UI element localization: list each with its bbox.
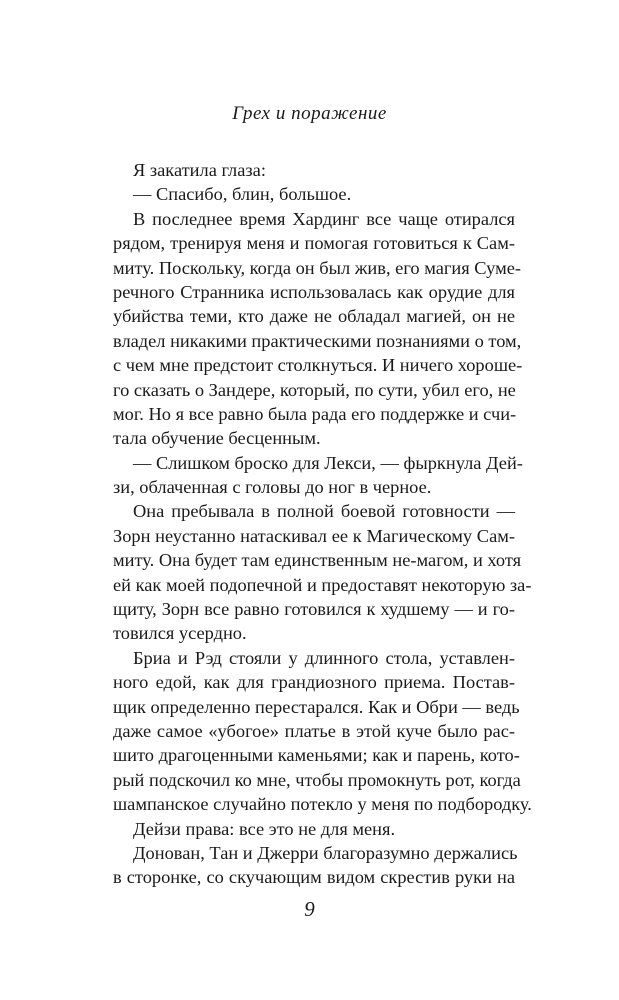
text-line: Зорн неустанно натаскивал ее к Магическому Сам- bbox=[113, 525, 515, 546]
text-line: — Слишком броско для Лекси, — фыркнула Дей- bbox=[133, 452, 523, 473]
body-text bbox=[113, 158, 532, 890]
text-line: миту. Она будет там единственным не-магом, и хотя bbox=[113, 550, 522, 571]
text-line: Донован, Тан и Джерри благоразумно держались bbox=[133, 842, 518, 863]
page-number: 9 bbox=[304, 897, 315, 921]
text-line: мог. Но я все равно была рада его поддержке и счи- bbox=[113, 403, 517, 424]
text-line: миту. Поскольку, когда он был жив, его магия Суме- bbox=[113, 257, 521, 278]
text-line: ей как моей подопечной и предоставят некоторую за- bbox=[113, 574, 532, 595]
text-line: зи, облаченная с головы до ног в черное. bbox=[113, 477, 432, 498]
text-line: товился усердно. bbox=[113, 623, 247, 644]
text-line: В последнее время Хардинг все чаще отирался bbox=[133, 208, 515, 229]
text-line: Она пребывала в полной боевой готовности — bbox=[133, 501, 515, 522]
text-line: убийства теми, кто даже не обладал магией, он не bbox=[113, 306, 515, 327]
text-line: го сказать о Зандере, который, по сути, убил его, не bbox=[113, 379, 516, 400]
text-line: ного едой, как для грандиозного приема. Постав- bbox=[113, 672, 515, 693]
text-line: Бриа и Рэд стояли у длинного стола, уставлен- bbox=[133, 647, 515, 668]
text-line: тала обучение бесценным. bbox=[113, 428, 321, 449]
text-line: шито драгоценными каменьями; как и парень, кото- bbox=[113, 745, 520, 766]
text-line: с чем мне предстоит столкнуться. И ничего хороше- bbox=[113, 355, 523, 376]
text-line: речного Странника использовалась как орудие для bbox=[113, 281, 515, 302]
running-header: Грех и поражение bbox=[232, 103, 387, 124]
text-line: Дейзи права: все это не для меня. bbox=[133, 818, 396, 839]
text-line: рый подскочил ко мне, чтобы промокнуть рот, когда bbox=[113, 769, 521, 790]
text-line: Я закатила глаза: bbox=[133, 160, 266, 180]
text-line: рядом, тренируя меня и помогая готовиться к Сам- bbox=[113, 233, 515, 254]
text-line: владел никакими практическими познаниями о том, bbox=[113, 330, 522, 351]
text-line: в сторонке, со скучающим видом скрестив руки на bbox=[113, 867, 515, 888]
text-line: щик определенно перестарался. Как и Обри — ведь bbox=[113, 696, 520, 717]
text-line: — Спасибо, блин, большое. bbox=[133, 184, 352, 205]
text-line: шампанское случайно потекло у меня по подбородку. bbox=[113, 794, 532, 815]
text-line: щиту, Зорн все равно готовился к худшему — и го- bbox=[113, 599, 515, 620]
text-line: даже самое «убогое» платье в этой куче было рас- bbox=[113, 720, 515, 741]
